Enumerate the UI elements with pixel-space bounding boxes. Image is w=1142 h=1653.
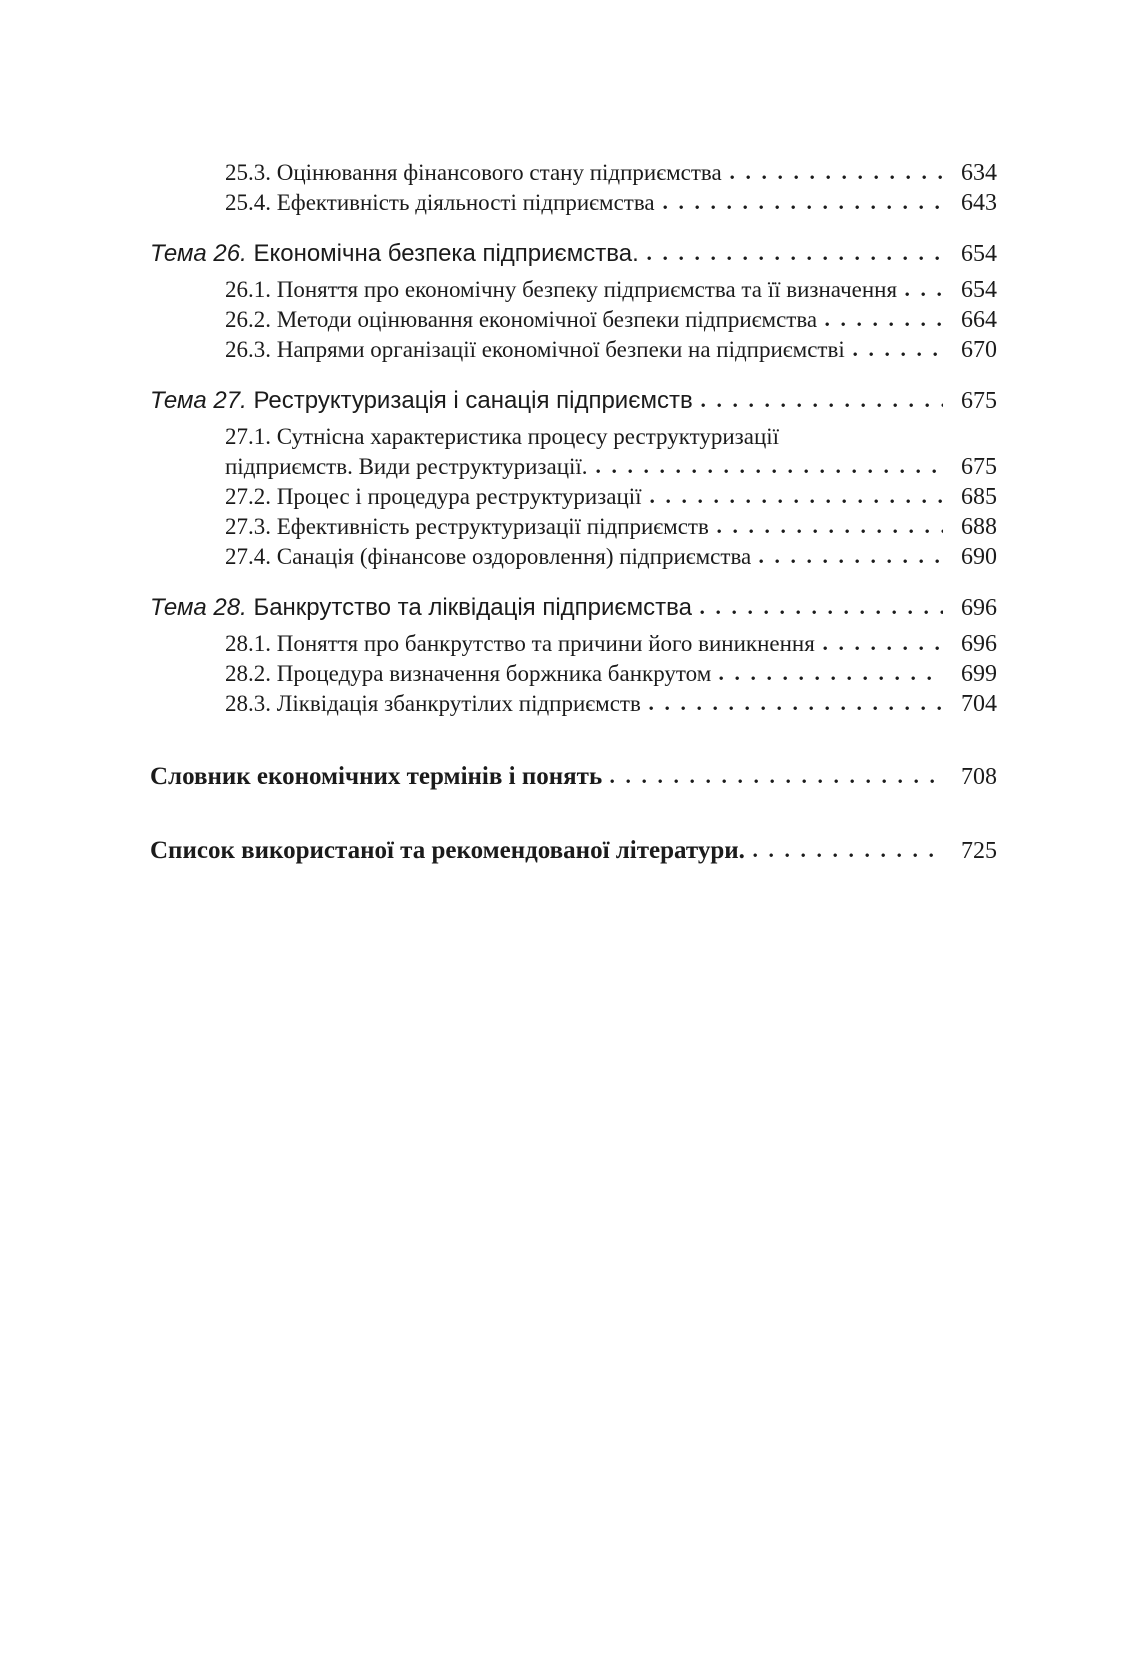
toc-entry-text [150, 238, 639, 270]
dot-leader [610, 779, 943, 784]
toc-entry [150, 158, 997, 188]
page-number: 634 [961, 160, 997, 186]
toc-entry-text: 26.1. Поняття про економічну безпеку підприємства та її визначення [225, 277, 898, 302]
page-number: 708 [961, 764, 997, 790]
toc-theme-number: Тема 27. [150, 387, 247, 414]
page-number: 664 [961, 307, 997, 333]
toc-entry [150, 512, 997, 542]
dot-leader [647, 256, 943, 261]
toc-entry [150, 689, 997, 719]
dot-leader [701, 403, 943, 408]
dot-leader [596, 469, 943, 474]
toc-entry-text [150, 385, 693, 417]
toc-entry [150, 275, 997, 305]
dot-leader [730, 175, 943, 180]
page-number: 725 [961, 838, 997, 864]
dot-leader [719, 676, 943, 681]
toc-theme-entry [150, 385, 997, 417]
dot-leader [700, 610, 943, 615]
toc-theme-title: Реструктуризація і санація підприємств [253, 387, 693, 414]
page-number: 688 [961, 514, 997, 540]
dot-leader [753, 853, 943, 858]
page-number: 696 [961, 595, 997, 621]
page-number: 675 [961, 388, 997, 414]
page-number: 670 [961, 337, 997, 363]
table-of-contents [150, 158, 997, 867]
page-number: 675 [961, 454, 997, 480]
dot-leader [825, 322, 943, 327]
dot-leader [823, 646, 943, 651]
toc-theme-entry [150, 592, 997, 624]
toc-theme-title: Банкрутство та ліквідація підприємства [253, 594, 692, 621]
toc-entry-text: 27.4. Санація (фінансове оздоровлення) підприємства [225, 544, 752, 569]
toc-entry [150, 629, 997, 659]
page-number: 685 [961, 484, 997, 510]
toc-theme-title: Економічна безпека підприємства. [253, 240, 639, 267]
toc-entry [150, 542, 997, 572]
dot-leader [905, 292, 943, 297]
toc-entry-text: 27.3. Ефективність реструктуризації підприємств [225, 514, 709, 539]
dot-leader [759, 559, 943, 564]
page-number: 654 [961, 277, 997, 303]
toc-entry-text: Список використаної та рекомендованої літератури. [150, 837, 745, 864]
toc-entry [150, 422, 997, 452]
toc-entry-text: 25.3. Оцінювання фінансового стану підприємства [225, 160, 722, 185]
page-number: 654 [961, 241, 997, 267]
toc-entry-continuation [150, 452, 997, 482]
toc-entry [150, 482, 997, 512]
toc-entry-text [150, 592, 692, 624]
dot-leader [650, 499, 943, 504]
toc-entry-text: 27.1. Сутнісна характеристика процесу реструктуризації [225, 424, 780, 449]
toc-entry-text: 25.4. Ефективність діяльності підприємства [225, 190, 655, 215]
toc-entry-text: 28.2. Процедура визначення боржника банкрутом [225, 661, 712, 686]
toc-entry [150, 335, 997, 365]
page-number: 643 [961, 190, 997, 216]
page-number: 699 [961, 661, 997, 687]
toc-section-entry [150, 761, 997, 793]
toc-entry [150, 305, 997, 335]
page-number: 690 [961, 544, 997, 570]
toc-theme-entry [150, 238, 997, 270]
toc-theme-number: Тема 28. [150, 594, 247, 621]
page-number: 704 [961, 691, 997, 717]
page-number: 696 [961, 631, 997, 657]
toc-entry-text: Словник економічних термінів і понять [150, 763, 603, 790]
toc-entry [150, 659, 997, 689]
toc-entry [150, 188, 997, 218]
dot-leader [663, 205, 943, 210]
toc-entry-text: 27.2. Процес і процедура реструктуризації [225, 484, 642, 509]
toc-theme-number: Тема 26. [150, 240, 247, 267]
dot-leader [853, 352, 943, 357]
toc-entry-text: підприємств. Види реструктуризації. [225, 454, 588, 479]
toc-entry-text: 26.2. Методи оцінювання економічної безпеки підприємства [225, 307, 818, 332]
dot-leader [717, 529, 943, 534]
toc-section-entry [150, 835, 997, 867]
dot-leader [649, 706, 943, 711]
toc-entry-text: 28.1. Поняття про банкрутство та причини його виникнення [225, 631, 815, 656]
toc-entry-text: 28.3. Ліквідація збанкрутілих підприємств [225, 691, 641, 716]
toc-entry-text: 26.3. Напрями організації економічної безпеки на підприємстві [225, 337, 845, 362]
